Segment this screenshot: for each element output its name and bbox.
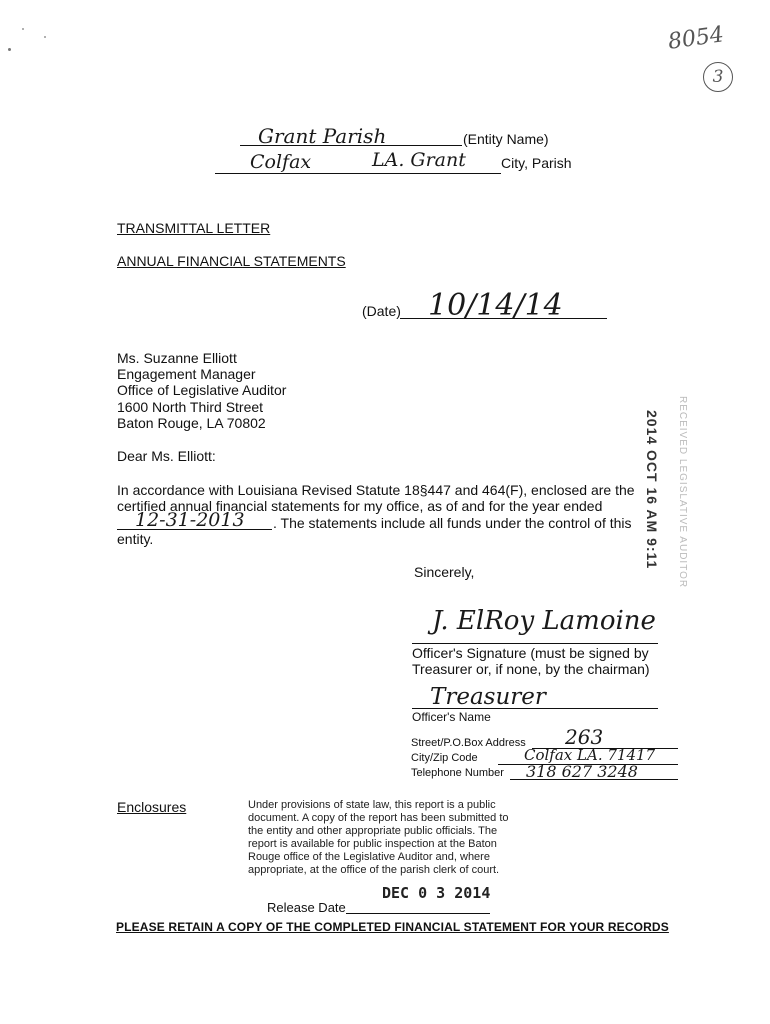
date-label: (Date) bbox=[362, 303, 401, 319]
officer-name-label: Officer's Name bbox=[412, 710, 491, 724]
signature-handwritten: J. ElRoy Lamoine bbox=[432, 606, 656, 636]
year-end-handwritten: 12-31-2013 bbox=[135, 509, 245, 531]
scan-speck bbox=[44, 36, 46, 38]
received-stamp-faint: RECEIVED LEGISLATIVE AUDITOR bbox=[677, 396, 688, 589]
entity-name-handwritten: Grant Parish bbox=[258, 124, 387, 148]
signature-label-line-2: Treasurer or, if none, by the chairman) bbox=[412, 661, 650, 677]
body-line-4: entity. bbox=[117, 531, 154, 547]
file-number: 8054 bbox=[666, 22, 726, 55]
date-value: 10/14/14 bbox=[428, 288, 563, 323]
city-parish-label: City, Parish bbox=[501, 155, 572, 171]
telephone-label: Telephone Number bbox=[411, 767, 504, 779]
public-notice-line: Under provisions of state law, this report is a public bbox=[248, 799, 496, 811]
enclosures-label: Enclosures bbox=[117, 799, 187, 815]
officer-name-handwritten: Treasurer bbox=[430, 684, 546, 710]
date-line bbox=[400, 318, 607, 319]
public-notice-line: appropriate, at the office of the parish clerk of court. bbox=[248, 864, 500, 876]
recipient-line: 1600 North Third Street bbox=[117, 399, 264, 415]
release-date-label: Release Date bbox=[267, 900, 346, 915]
entity-city-handwritten: Colfax bbox=[250, 151, 312, 173]
signature-label-line-1: Officer's Signature (must be signed by bbox=[412, 645, 649, 661]
circled-number: 3 bbox=[703, 62, 733, 92]
recipient-line: Office of Legislative Auditor bbox=[117, 382, 287, 398]
heading-transmittal: TRANSMITTAL LETTER bbox=[117, 220, 271, 236]
body-line-1: In accordance with Louisiana Revised Statute 18§447 and 464(F), enclosed are the bbox=[117, 482, 635, 498]
entity-parish-handwritten: LA. Grant bbox=[372, 149, 466, 171]
heading-annual-statements: ANNUAL FINANCIAL STATEMENTS bbox=[117, 253, 346, 269]
entity-name-line bbox=[240, 145, 462, 146]
public-notice-line: report is available for public inspection at the Baton bbox=[248, 838, 497, 850]
telephone-value: 318 627 3248 bbox=[526, 762, 638, 781]
entity-name-label: (Entity Name) bbox=[463, 131, 549, 147]
street-label: Street/P.O.Box Address bbox=[411, 737, 526, 749]
body-line-2: certified annual financial statements for my office, as of and for the year ended bbox=[117, 498, 603, 514]
city-zip-label: City/Zip Code bbox=[411, 752, 478, 764]
release-date-line bbox=[346, 913, 490, 914]
city-parish-line bbox=[215, 173, 501, 174]
release-date-stamp: DEC 0 3 2014 bbox=[382, 884, 491, 902]
salutation: Dear Ms. Elliott: bbox=[117, 448, 216, 464]
signature-line bbox=[412, 643, 658, 644]
street-value: 263 bbox=[565, 725, 604, 749]
public-notice-line: document. A copy of the report has been submitted to bbox=[248, 812, 509, 824]
body-line-3: . The statements include all funds under the control of this bbox=[273, 515, 632, 531]
received-stamp: 2014 OCT 16 AM 9:11 bbox=[644, 410, 660, 570]
footer-retain-notice: PLEASE RETAIN A COPY OF THE COMPLETED FINANCIAL STATEMENT FOR YOUR RECORDS bbox=[116, 920, 669, 934]
year-end-line bbox=[117, 529, 272, 530]
scan-speck bbox=[8, 48, 11, 51]
officer-name-line bbox=[412, 708, 658, 709]
scan-speck bbox=[22, 28, 24, 30]
recipient-line: Engagement Manager bbox=[117, 366, 256, 382]
public-notice-line: Rouge office of the Legislative Auditor and, where bbox=[248, 851, 490, 863]
city-zip-value: Colfax LA. 71417 bbox=[524, 746, 656, 764]
recipient-line: Ms. Suzanne Elliott bbox=[117, 350, 237, 366]
public-notice-line: the entity and other appropriate public officials. The bbox=[248, 825, 498, 837]
closing: Sincerely, bbox=[414, 564, 475, 580]
recipient-line: Baton Rouge, LA 70802 bbox=[117, 415, 266, 431]
